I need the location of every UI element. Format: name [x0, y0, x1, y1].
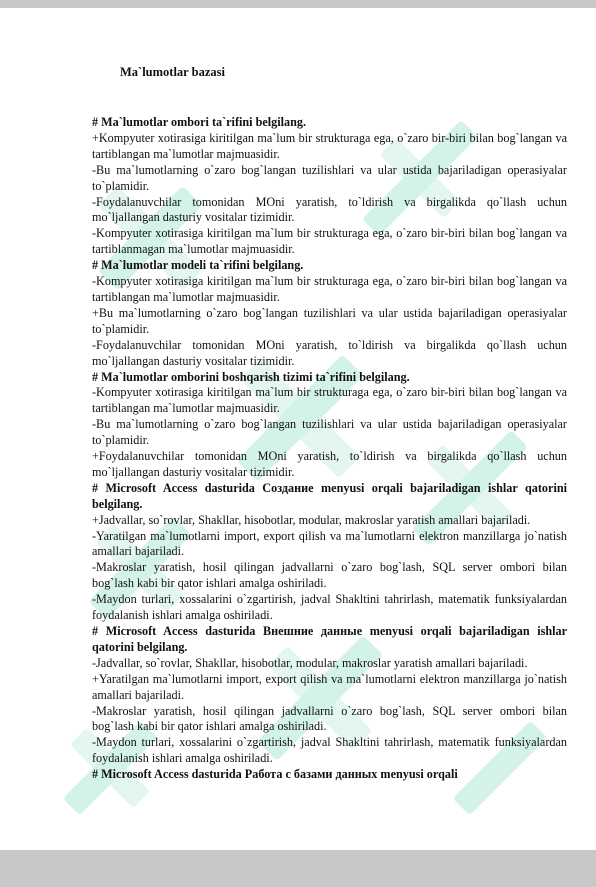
question-heading: # Microsoft Access dasturida Создание menyusi orqali bajariladigan ishlar qatorini belgilang. — [92, 480, 567, 511]
answer-option: -Makroslar yaratish, hosil qilingan jadvallarni o`zaro bog`lash, SQL server ombori bilan bog`lash kabi bir qator ishlari amalga oshiriladi. — [92, 560, 567, 591]
answer-option: -Maydon turlari, xossalarini o`zgartirish, jadval Shakltini tahrirlash, matematik funksiyalardan foydalanish ishlari amalga oshiriladi. — [92, 592, 567, 623]
question-heading: # Microsoft Access dasturida Внешние данные menyusi orqali bajariladigan ishlar qatorini belgilang. — [92, 624, 567, 654]
answer-option: -Bu ma`lumotlarning o`zaro bog`langan tuzilishlari va ular ustida bajariladigan operasiyalar to`plamidir. — [92, 417, 567, 448]
document-body — [92, 64, 567, 783]
answer-option: -Kompyuter xotirasiga kiritilgan ma`lum bir strukturaga ega, o`zaro bir-biri bilan bog`langan va tartiblanmagan ma`lumotlar majmuasidir. — [92, 226, 567, 257]
answer-option: +Jadvallar, so`rovlar, Shakllar, hisobotlar, modular, makroslar yaratish amallari bajariladi. — [92, 512, 531, 527]
answer-option: -Yaratilgan ma`lumotlarni import, export qilish va ma`lumotlarni elektron manzillarga jo`natish amallari bajariladi. — [92, 528, 567, 559]
answer-option: -Kompyuter xotirasiga kiritilgan ma`lum bir strukturaga ega, o`zaro bir-biri bilan bog`langan va tartiblangan ma`lumotlar majmuasidir. — [92, 385, 567, 416]
title-spacer — [92, 80, 567, 115]
answer-option: +Bu ma`lumotlarning o`zaro bog`langan tuzilishlari va ular ustida bajariladigan operasiyalar to`plamidir. — [92, 305, 567, 336]
answer-option: +Foydalanuvchilar tomonidan MOni yaratish, to`ldirish va birgalikda qo`llash uchun mo`ljallangan dasturiy vositalar tizimidir. — [92, 449, 567, 479]
answer-option: -Foydalanuvchilar tomonidan MOni yaratish, to`ldirish va birgalikda qo`llash uchun mo`ljallangan dasturiy vositalar tizimidir. — [92, 337, 567, 368]
question-heading: # Ma`lumotlar modeli ta`rifini belgilang. — [92, 258, 304, 273]
document-title: Ma`lumotlar bazasi — [120, 65, 225, 79]
answer-option: -Makroslar yaratish, hosil qilingan jadvallarni o`zaro bog`lash, SQL server ombori bilan bog`lash kabi bir qator ishlari amalga oshiriladi. — [92, 703, 567, 734]
answer-option: -Kompyuter xotirasiga kiritilgan ma`lum bir strukturaga ega, o`zaro bir-biri bilan bog`langan va tartiblangan ma`lumotlar majmuasidir. — [92, 274, 567, 304]
question-list — [92, 115, 567, 783]
answer-option: -Bu ma`lumotlarning o`zaro bog`langan tuzilishlari va ular ustida bajariladigan operasiyalar to`plamidir. — [92, 162, 567, 193]
answer-option: +Kompyuter xotirasiga kiritilgan ma`lum bir strukturaga ega, o`zaro bir-biri bilan bog`langan va tartiblangan ma`lumotlar majmuasidir. — [92, 130, 567, 161]
question-heading: # Ma`lumotlar ombori ta`rifini belgilang. — [92, 115, 307, 129]
answer-option: -Foydalanuvchilar tomonidan MOni yaratish, to`ldirish va birgalikda qo`llash uchun mo`ljallangan dasturiy vositalar tizimidir. — [92, 194, 567, 225]
answer-option: +Yaratilgan ma`lumotlarni import, export qilish va ma`lumotlarni elektron manzillarga jo`natish amallari bajariladi. — [92, 671, 567, 702]
question-heading: # Ma`lumotlar omborini boshqarish tizimi ta`rifini belgilang. — [92, 369, 410, 384]
question-heading: # Microsoft Access dasturida Работа с базами данных menyusi orqali — [92, 767, 458, 782]
document-page — [0, 8, 596, 850]
answer-option: -Maydon turlari, xossalarini o`zgartirish, jadval Shakltini tahrirlash, matematik funksiyalardan foydalanish ishlari amalga oshiriladi. — [92, 735, 567, 766]
answer-option: -Jadvallar, so`rovlar, Shakllar, hisobotlar, modular, makroslar yaratish amallari bajariladi. — [92, 655, 528, 670]
